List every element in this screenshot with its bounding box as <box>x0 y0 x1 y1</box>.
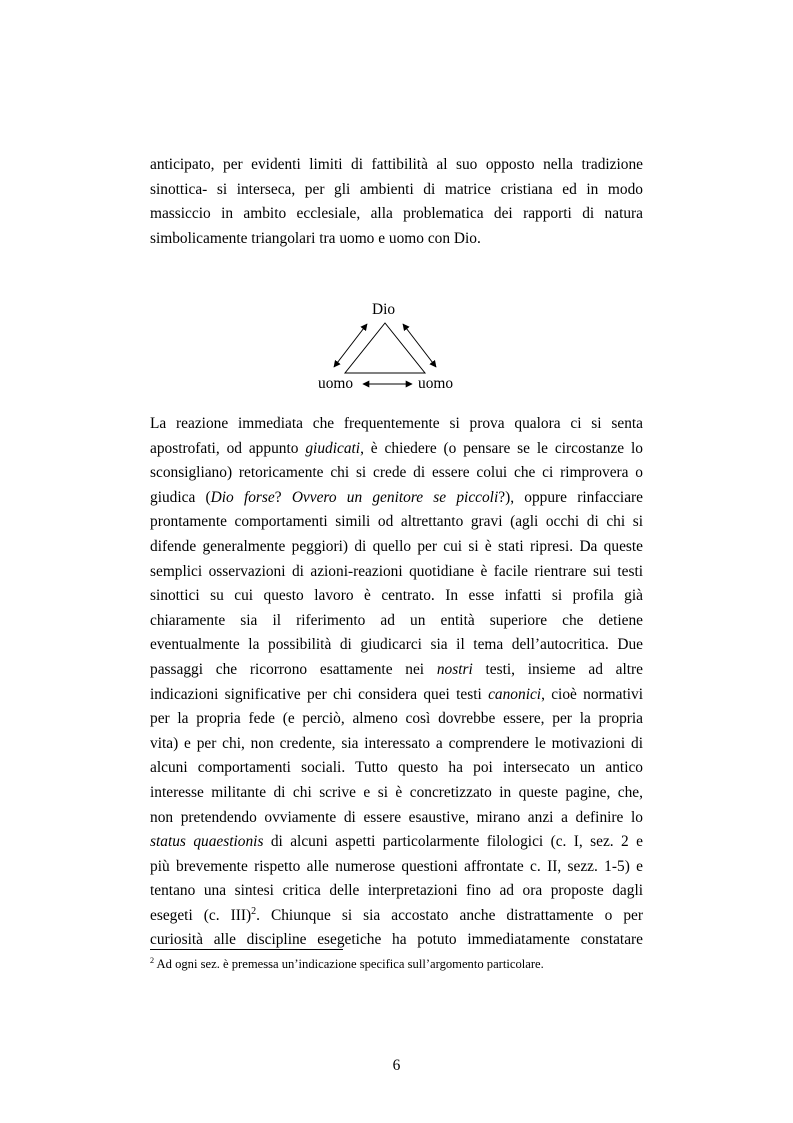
footnote <box>150 955 544 973</box>
text-line: sinottica- si interseca, per gli ambienti di matrice cristiana ed in modo <box>150 180 643 198</box>
text-run: vita) e per chi, non credente, sia interessato a comprendere le motivazioni di <box>150 734 643 752</box>
text-line <box>150 855 643 880</box>
text-run: ? <box>274 488 292 506</box>
text-line <box>150 904 643 929</box>
text-line: massiccio in ambito ecclesiale, alla problematica dei rapporti di natura <box>150 205 643 223</box>
text-run: sconsigliano) retoricamente chi si crede di essere colui che ci rimprovera o <box>150 464 643 482</box>
italic-text: Ovvero un genitore se piccoli <box>291 488 499 506</box>
text-line <box>150 609 643 634</box>
text-line <box>150 461 643 486</box>
text-run: non pretendendo ovviamente di essere esaustive, mirano anzi a definire lo <box>150 808 643 826</box>
text-run: difende generalmente peggiori) di quello per cui si è stati ripresi. Da queste <box>150 537 643 555</box>
footnote-separator <box>150 949 343 950</box>
text-line <box>150 560 643 585</box>
text-run: testi, insieme ad altre <box>472 660 643 678</box>
text-run: , è chiedere (o pensare se le circostanze lo <box>360 439 643 457</box>
triangle-diagram <box>310 298 470 398</box>
text-line <box>150 412 643 437</box>
text-run: esegeti (c. III) <box>150 906 252 924</box>
text-line <box>150 683 643 708</box>
text-run: La reazione immediata che frequentemente si prova qualora ci si senta <box>150 415 643 432</box>
footnote-text: Ad ogni sez. è premessa un’indicazione specifica sull’argomento particolare. <box>154 957 544 971</box>
text-run: più brevemente rispetto alle numerose questioni affrontate c. II, sezz. 1-5) e <box>150 857 643 875</box>
text-line: simbolicamente triangolari tra uomo e uomo con Dio. <box>150 229 481 247</box>
paragraph-2 <box>150 412 643 953</box>
arrow-left-side <box>334 324 367 367</box>
footnote-marker: 2 <box>150 955 155 965</box>
text-run: passaggi che ricorrono esattamente nei <box>150 660 437 678</box>
text-line <box>150 535 643 560</box>
italic-text: Dio forse <box>210 488 275 506</box>
text-line: anticipato, per evidenti limiti di fattibilità al suo opposto nella tradizione <box>150 156 643 173</box>
italic-text: status quaestionis <box>150 833 264 851</box>
text-run: indicazioni significative per chi considera quei testi <box>150 685 489 703</box>
text-line <box>150 584 643 609</box>
page-number: 6 <box>392 1057 401 1074</box>
text-run: alcuni comportamenti sociali. Tutto questo ha poi intersecato un antico <box>150 759 643 777</box>
text-run: chiaramente sia il riferimento ad un entità superiore che detiene <box>150 611 643 629</box>
text-run: apostrofati, od appunto <box>150 439 306 457</box>
triangle-shape <box>345 323 425 373</box>
text-run: semplici osservazioni di azioni-reazioni quotidiane è facile rientrare sui testi <box>150 562 643 580</box>
text-run: curiosità alle discipline esegetiche ha potuto immediatamente constatare <box>150 931 643 949</box>
text-run: ?), oppure rinfacciare <box>498 488 643 506</box>
text-line <box>150 437 643 462</box>
text-line <box>150 879 643 904</box>
text-run: sinottici su cui questo lavoro è centrato. In esse infatti si profila già <box>150 587 643 605</box>
text-line <box>150 633 643 658</box>
diagram-label-uomo-right: uomo <box>418 375 454 392</box>
diagram-label-uomo-left: uomo <box>318 375 354 392</box>
text-run: eventualmente la possibilità di giudicarci sia il tema dell’autocritica. Due <box>150 636 643 654</box>
text-run: per la propria fede (e perciò, almeno così dovrebbe essere, per la propria <box>150 710 643 728</box>
text-line <box>150 732 643 757</box>
diagram-label-dio: Dio <box>372 301 396 318</box>
text-line <box>150 510 643 535</box>
text-run: prontamente comportamenti simili od altrettanto gravi (agli occhi di chi si <box>150 513 643 531</box>
italic-text: nostri <box>436 660 473 678</box>
text-line <box>150 658 643 683</box>
text-run: . Chiunque si sia accostato anche distrattamente o per <box>256 906 644 924</box>
italic-text: giudicati <box>305 439 361 457</box>
text-run: tentano una sintesi critica delle interpretazioni fino ad ora proposte dagli <box>150 882 643 900</box>
text-line <box>150 806 643 831</box>
text-run: , cioè normativi <box>541 685 643 703</box>
text-run: interesse militante di chi scrive e si è concretizzato in queste pagine, che, <box>150 783 643 801</box>
text-line <box>150 781 643 806</box>
text-line <box>150 486 643 511</box>
italic-text: canonici <box>488 685 542 703</box>
footnote-reference: 2 <box>251 905 257 917</box>
arrow-right-side <box>403 324 436 367</box>
text-line <box>150 830 643 855</box>
text-run: di alcuni aspetti particolarmente filologici (c. I, sez. 2 e <box>263 833 643 851</box>
text-line <box>150 756 643 781</box>
paragraph-1 <box>150 153 643 251</box>
text-run: giudica ( <box>150 488 211 506</box>
text-line <box>150 707 643 732</box>
